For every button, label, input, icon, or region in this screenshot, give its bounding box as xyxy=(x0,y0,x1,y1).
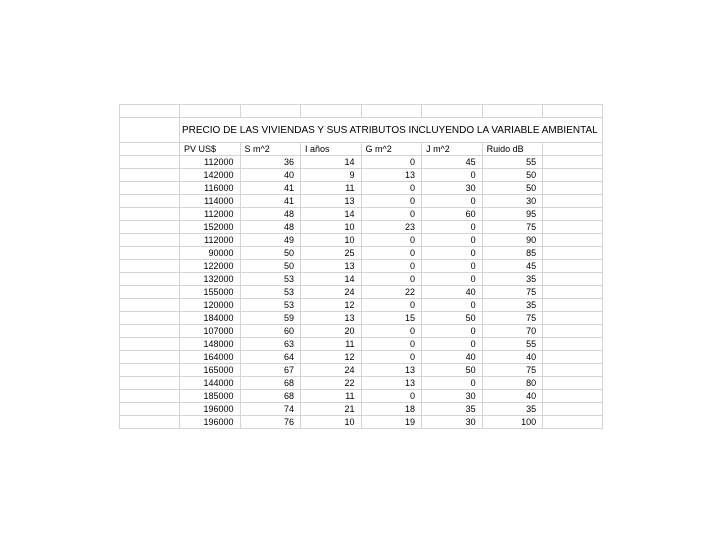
table-cell: 90 xyxy=(482,234,543,247)
table-cell: 0 xyxy=(361,273,422,286)
table-row xyxy=(120,182,603,195)
table-cell: 11 xyxy=(301,338,362,351)
table-cell: 165000 xyxy=(180,364,241,377)
column-header: PV US$ xyxy=(180,143,241,156)
table-cell: 50 xyxy=(482,182,543,195)
table-cell: 142000 xyxy=(180,169,241,182)
table-cell: 0 xyxy=(422,247,483,260)
table-cell: 155000 xyxy=(180,286,241,299)
table-cell: 40 xyxy=(482,390,543,403)
table-row xyxy=(120,156,603,169)
spreadsheet-table xyxy=(119,104,603,429)
table-cell: 13 xyxy=(301,195,362,208)
table-cell: 185000 xyxy=(180,390,241,403)
table-cell: 35 xyxy=(482,403,543,416)
table-cell: 0 xyxy=(361,247,422,260)
column-header: I años xyxy=(301,143,362,156)
table-cell: 74 xyxy=(240,403,301,416)
table-row xyxy=(120,364,603,377)
table-cell: 0 xyxy=(422,234,483,247)
table-cell: 0 xyxy=(361,390,422,403)
table-cell: 30 xyxy=(482,195,543,208)
table-row xyxy=(120,234,603,247)
table-cell: 24 xyxy=(301,364,362,377)
table-cell: 15 xyxy=(361,312,422,325)
table-cell: 50 xyxy=(240,260,301,273)
table-row xyxy=(120,169,603,182)
table-cell: 70 xyxy=(482,325,543,338)
table-cell: 0 xyxy=(422,169,483,182)
table-cell: 35 xyxy=(422,403,483,416)
table-cell: 196000 xyxy=(180,416,241,429)
column-header: Ruido dB xyxy=(482,143,543,156)
column-header: G m^2 xyxy=(361,143,422,156)
table-cell: 60 xyxy=(422,208,483,221)
title-row xyxy=(120,118,603,143)
table-cell: 19 xyxy=(361,416,422,429)
table-cell: 64 xyxy=(240,351,301,364)
table-cell: 0 xyxy=(361,299,422,312)
table-cell: 107000 xyxy=(180,325,241,338)
table-cell: 0 xyxy=(361,234,422,247)
blank-row xyxy=(120,105,603,118)
table-row xyxy=(120,403,603,416)
table-cell: 0 xyxy=(361,156,422,169)
table-row xyxy=(120,221,603,234)
table-cell: 75 xyxy=(482,312,543,325)
table-cell: 0 xyxy=(422,338,483,351)
table-cell: 0 xyxy=(422,273,483,286)
table-cell: 10 xyxy=(301,221,362,234)
table-cell: 11 xyxy=(301,390,362,403)
table-cell: 20 xyxy=(301,325,362,338)
table-cell: 10 xyxy=(301,234,362,247)
table-cell: 48 xyxy=(240,208,301,221)
table-cell: 35 xyxy=(482,299,543,312)
table-row xyxy=(120,286,603,299)
table-cell: 11 xyxy=(301,182,362,195)
column-header: S m^2 xyxy=(240,143,301,156)
table-cell: 40 xyxy=(482,351,543,364)
table-cell: 90000 xyxy=(180,247,241,260)
table-cell: 12 xyxy=(301,299,362,312)
table-cell: 76 xyxy=(240,416,301,429)
table-cell: 0 xyxy=(361,351,422,364)
table-row xyxy=(120,416,603,429)
table-cell: 144000 xyxy=(180,377,241,390)
table-row xyxy=(120,325,603,338)
table-cell: 53 xyxy=(240,273,301,286)
table-row xyxy=(120,247,603,260)
table-cell: 48 xyxy=(240,221,301,234)
column-header: J m^2 xyxy=(422,143,483,156)
table-row xyxy=(120,351,603,364)
header-row xyxy=(120,143,603,156)
table-cell: 75 xyxy=(482,221,543,234)
table-cell: 14 xyxy=(301,156,362,169)
table-cell: 23 xyxy=(361,221,422,234)
table-cell: 114000 xyxy=(180,195,241,208)
table-cell: 40 xyxy=(240,169,301,182)
table-cell: 10 xyxy=(301,416,362,429)
table-cell: 13 xyxy=(361,364,422,377)
table-cell: 0 xyxy=(422,377,483,390)
table-cell: 41 xyxy=(240,195,301,208)
table-cell: 50 xyxy=(422,312,483,325)
table-cell: 40 xyxy=(422,286,483,299)
table-cell: 0 xyxy=(361,338,422,351)
table-cell: 36 xyxy=(240,156,301,169)
table-cell: 122000 xyxy=(180,260,241,273)
table-cell: 53 xyxy=(240,299,301,312)
table-cell: 14 xyxy=(301,273,362,286)
table-cell: 112000 xyxy=(180,234,241,247)
table-row xyxy=(120,195,603,208)
table-cell: 50 xyxy=(240,247,301,260)
table-cell: 75 xyxy=(482,286,543,299)
table-cell: 45 xyxy=(482,260,543,273)
table-cell: 0 xyxy=(361,325,422,338)
table-cell: 41 xyxy=(240,182,301,195)
table-cell: 0 xyxy=(361,260,422,273)
table-row xyxy=(120,377,603,390)
table-row xyxy=(120,390,603,403)
table-cell: 68 xyxy=(240,377,301,390)
table-cell: 59 xyxy=(240,312,301,325)
table-cell: 22 xyxy=(301,377,362,390)
table-cell: 45 xyxy=(422,156,483,169)
table-cell: 85 xyxy=(482,247,543,260)
table-cell: 22 xyxy=(361,286,422,299)
table-row xyxy=(120,208,603,221)
table-cell: 0 xyxy=(422,325,483,338)
table-cell: 25 xyxy=(301,247,362,260)
table-cell: 0 xyxy=(361,182,422,195)
table-cell: 60 xyxy=(240,325,301,338)
table-cell: 184000 xyxy=(180,312,241,325)
sheet-title: PRECIO DE LAS VIVIENDAS Y SUS ATRIBUTOS INCLUYENDO LA VARIABLE AMBIENTAL xyxy=(180,118,603,143)
table-cell: 67 xyxy=(240,364,301,377)
table-cell: 164000 xyxy=(180,351,241,364)
table-cell: 9 xyxy=(301,169,362,182)
table-cell: 95 xyxy=(482,208,543,221)
table-cell: 112000 xyxy=(180,208,241,221)
table-cell: 100 xyxy=(482,416,543,429)
table-cell: 14 xyxy=(301,208,362,221)
table-row xyxy=(120,273,603,286)
table-cell: 0 xyxy=(361,195,422,208)
table-cell: 35 xyxy=(482,273,543,286)
table-row xyxy=(120,338,603,351)
table-cell: 13 xyxy=(361,169,422,182)
table-row xyxy=(120,299,603,312)
table-cell: 68 xyxy=(240,390,301,403)
table-cell: 50 xyxy=(422,364,483,377)
table-cell: 0 xyxy=(422,260,483,273)
table-cell: 55 xyxy=(482,338,543,351)
table-row xyxy=(120,260,603,273)
table-cell: 30 xyxy=(422,416,483,429)
table-cell: 50 xyxy=(482,169,543,182)
table-cell: 30 xyxy=(422,390,483,403)
table-cell: 40 xyxy=(422,351,483,364)
table-cell: 196000 xyxy=(180,403,241,416)
table-cell: 18 xyxy=(361,403,422,416)
table-cell: 55 xyxy=(482,156,543,169)
table-cell: 148000 xyxy=(180,338,241,351)
table-cell: 132000 xyxy=(180,273,241,286)
table-cell: 30 xyxy=(422,182,483,195)
table-cell: 120000 xyxy=(180,299,241,312)
table-cell: 13 xyxy=(301,260,362,273)
table-cell: 21 xyxy=(301,403,362,416)
table-cell: 49 xyxy=(240,234,301,247)
table-cell: 116000 xyxy=(180,182,241,195)
table-row xyxy=(120,312,603,325)
table-cell: 63 xyxy=(240,338,301,351)
table-cell: 152000 xyxy=(180,221,241,234)
table-cell: 53 xyxy=(240,286,301,299)
table-cell: 0 xyxy=(422,195,483,208)
table-cell: 13 xyxy=(361,377,422,390)
table-cell: 12 xyxy=(301,351,362,364)
table-cell: 80 xyxy=(482,377,543,390)
table-cell: 24 xyxy=(301,286,362,299)
table-cell: 112000 xyxy=(180,156,241,169)
table-cell: 0 xyxy=(422,299,483,312)
table-cell: 13 xyxy=(301,312,362,325)
table-cell: 0 xyxy=(361,208,422,221)
table-cell: 0 xyxy=(422,221,483,234)
table-cell: 75 xyxy=(482,364,543,377)
